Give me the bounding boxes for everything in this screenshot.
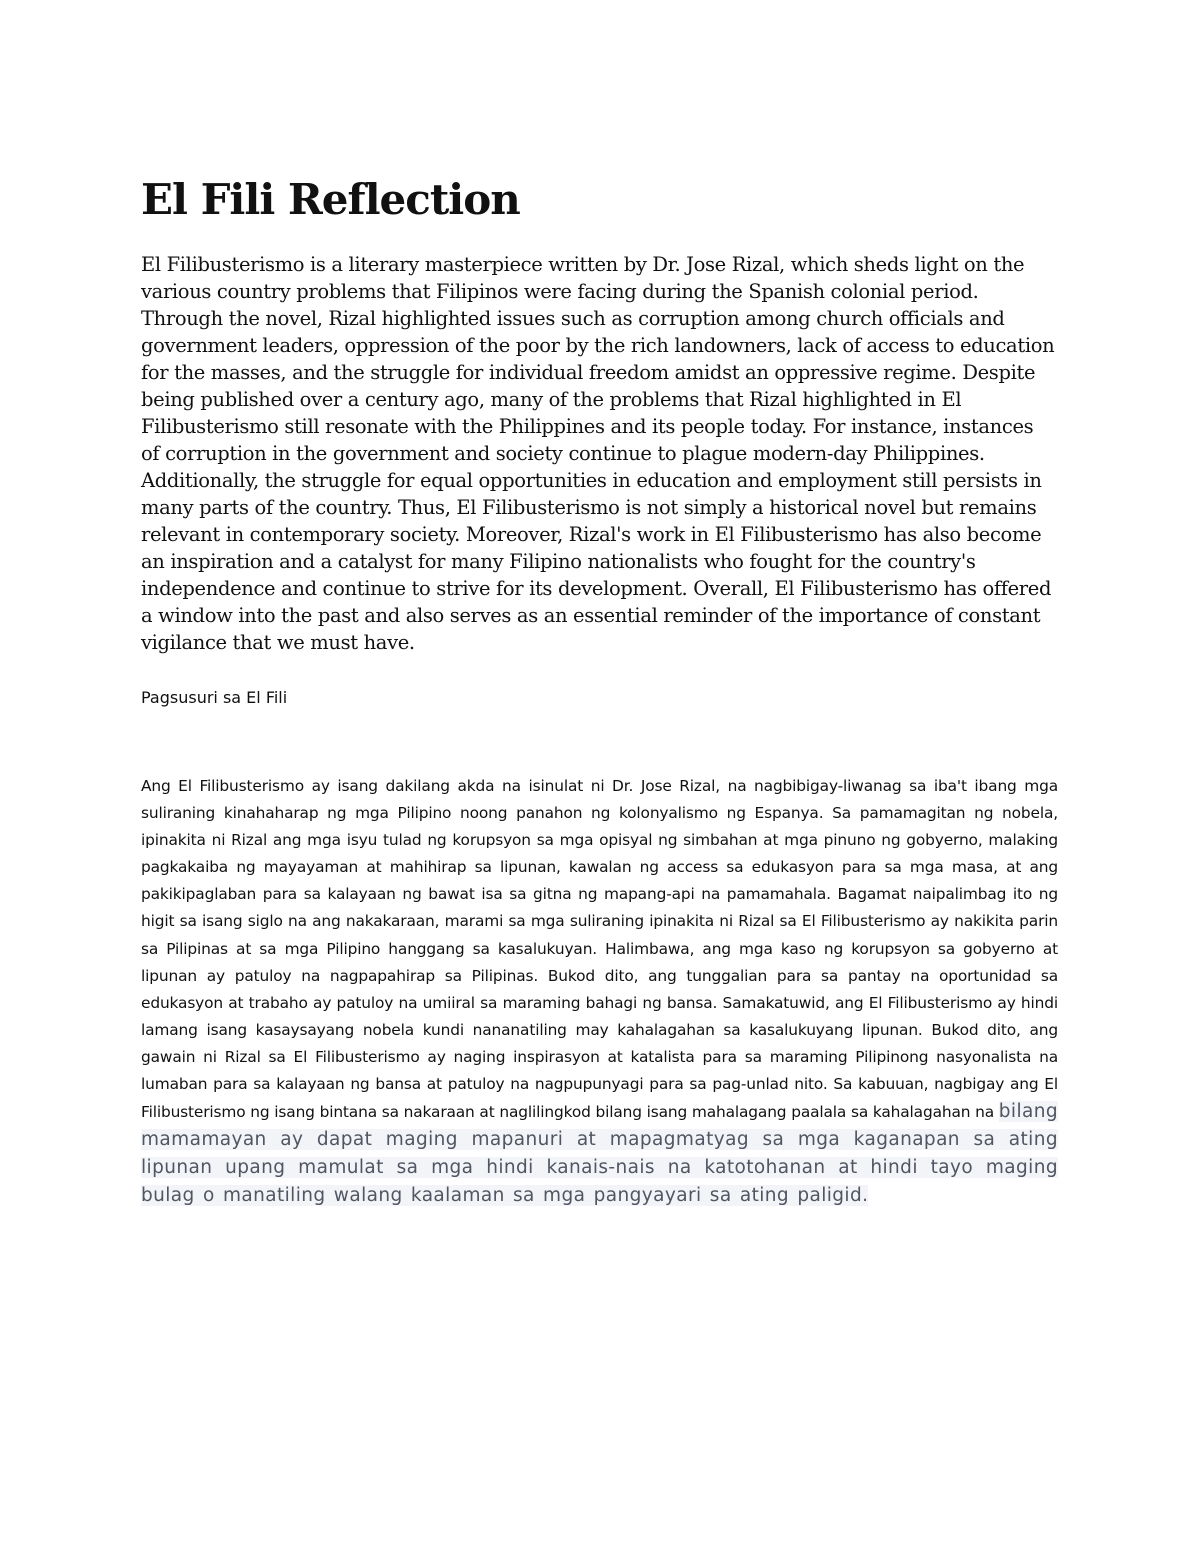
tagalog-reflection-paragraph: [141, 773, 1058, 1211]
tagalog-section-heading: Pagsusuri sa El Fili: [141, 688, 288, 707]
tagalog-paragraph-text: Ang El Filibusterismo ay isang dakilang akda na isinulat ni Dr. Jose Rizal, na nagbibigay-liwanag sa iba't ibang mga suliraning kinahaharap ng mga Pilipino noong panahon ng kolonyalismo ng Espanya. Sa pamamagitan ng nobela, ipinakita ni Rizal ang mga isyu tulad ng korupsyon sa mga opisyal ng simbahan at mga pinuno ng gobyerno, malaking pagkakaiba ng mayayaman at mahihirap sa lipunan, kawalan ng access sa edukasyon para sa mga masa, at ang pakikipaglaban para sa kalayaan ng bawat isa sa gitna ng mapang-api na pamamahala. Bagamat naipalimbag ito ng higit sa isang siglo na ang nakakaraan, marami sa mga suliraning ipinakita ni Rizal sa El Filibusterismo ay nakikita parin sa Pilipinas at sa mga Pilipino hanggang sa kasalukuyan. Halimbawa, ang mga kaso ng korupsyon sa gobyerno at lipunan ay patuloy na nagpapahirap sa Pilipinas. Bukod dito, ang tunggalian para sa pantay na oportunidad sa edukasyon at trabaho ay patuloy na umiiral sa maraming bahagi ng bansa. Samakatuwid, ang El Filibusterismo ay hindi lamang isang kasaysayang nobela kundi nananatiling may kahalagahan sa kasalukuyang lipunan. Bukod dito, ang gawain ni Rizal sa El Filibusterismo ay naging inspirasyon at katalista para sa maraming Pilipinong nasyonalista na lumaban para sa kalayaan ng bansa at patuloy na nagpupunyagi para sa pag-unlad nito. Sa kabuuan, nagbigay ang El Filibusterismo ng isang bintana sa nakaraan at naglilingkod bilang isang mahalagang paalala sa kahalagahan na: [141, 777, 1058, 1122]
document-title: El Fili Reflection: [141, 175, 520, 224]
highlighted-text-run: bilang mamamayan ay dapat maging mapanuri at mapagmatyag sa mga kaganapan sa ating lipunan upang mamulat sa mga hindi kanais-nais na katotohanan at hindi tayo maging bulag o manatiling walang kaalaman sa mga pangyayari sa ating paligid.: [141, 1101, 1058, 1207]
english-reflection-paragraph: El Filibusterismo is a literary masterpiece written by Dr. Jose Rizal, which sheds light on the various country problems that Filipinos were facing during the Spanish colonial period. Through the novel, Rizal highlighted issues such as corruption among church officials and government leaders, oppression of the poor by the rich landowners, lack of access to education for the masses, and the struggle for individual freedom amidst an oppressive regime. Despite being published over a century ago, many of the problems that Rizal highlighted in El Filibusterismo still resonate with the Philippines and its people today. For instance, instances of corruption in the government and society continue to plague modern-day Philippines. Additionally, the struggle for equal opportunities in education and employment still persists in many parts of the country. Thus, El Filibusterismo is not simply a historical novel but remains relevant in contemporary society. Moreover, Rizal's work in El Filibusterismo has also become an inspiration and a catalyst for many Filipino nationalists who fought for the country's independence and continue to strive for its development. Overall, El Filibusterismo has offered a window into the past and also serves as an essential reminder of the importance of constant vigilance that we must have.: [141, 253, 1055, 654]
